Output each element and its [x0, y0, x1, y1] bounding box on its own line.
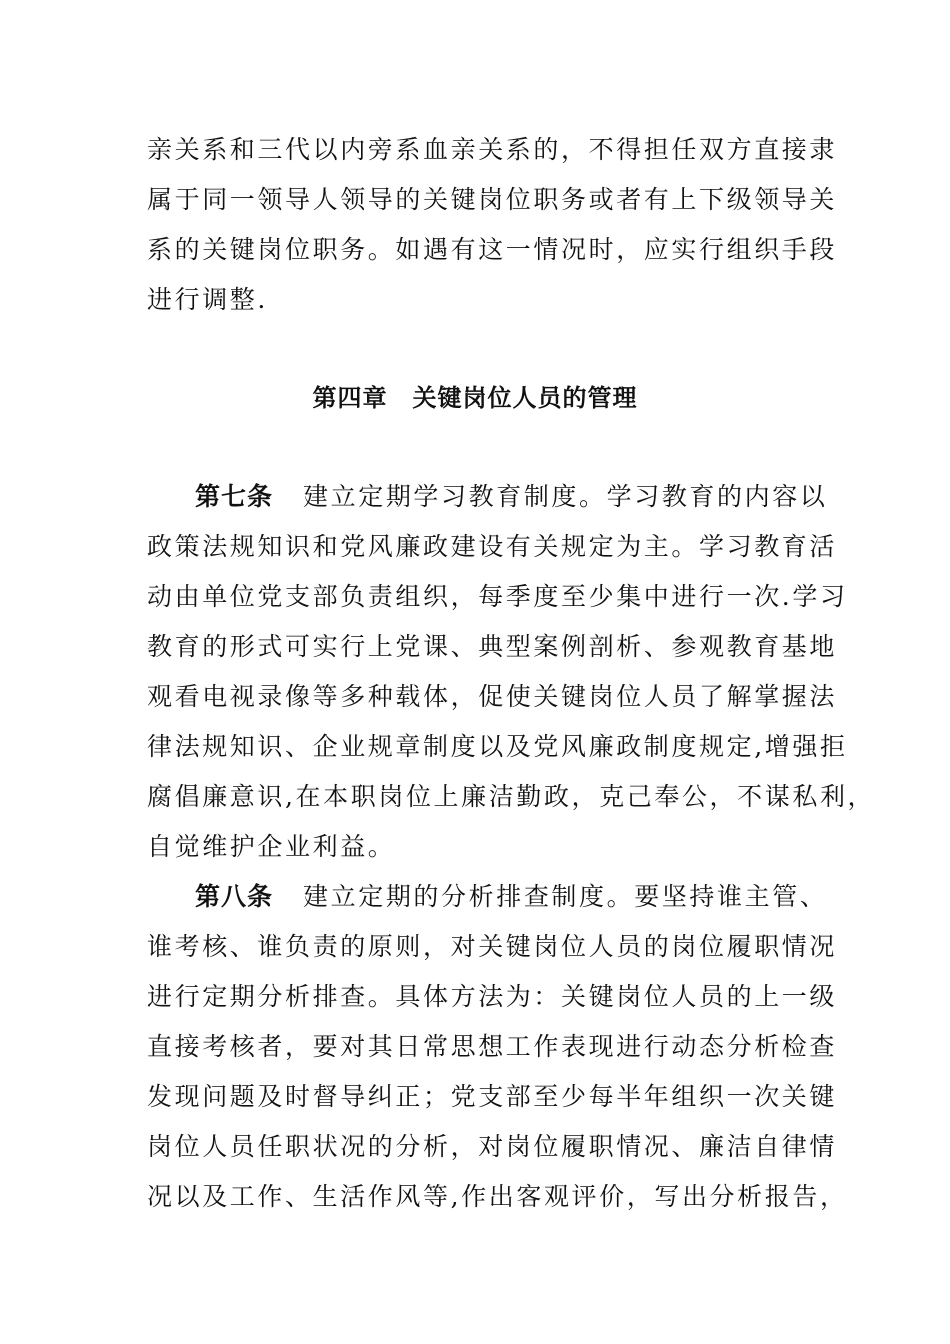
- article-8-label: 第八条: [195, 882, 274, 911]
- article-8-line: 岗位人员任职状况的分析，对岗位履职情况、廉洁自律情: [147, 1132, 838, 1161]
- article-8-line: 直接考核者，要对其日常思想工作表现进行动态分析检查: [147, 1032, 838, 1061]
- intro-line: 系的关键岗位职务。如遇有这一情况时，应实行组织手段: [147, 235, 838, 264]
- article-7-first-line: [195, 481, 837, 513]
- intro-line: 属于同一领导人领导的关键岗位职务或者有上下级领导关: [147, 185, 838, 214]
- article-8-line: 况以及工作、生活作风等,作出客观评价，写出分析报告，: [147, 1182, 848, 1211]
- article-8-text: 建立定期的分析排查制度。要坚持谁主管、: [303, 882, 828, 911]
- article-7-text: 建立定期学习教育制度。学习教育的内容以: [303, 482, 828, 511]
- article-8-line: 进行定期分析排查。具体方法为：关键岗位人员的上一级: [147, 982, 838, 1011]
- article-7-line: 腐倡廉意识,在本职岗位上廉洁勤政，克己奉公，不谋私利，: [147, 782, 876, 811]
- article-7-line: 动由单位党支部负责组织，每季度至少集中进行一次.学习: [147, 582, 848, 611]
- article-8-line: 发现问题及时督导纠正；党支部至少每半年组织一次关键: [147, 1082, 838, 1111]
- article-7-line: 观看电视录像等多种载体，促使关键岗位人员了解掌握法: [147, 682, 838, 711]
- article-8-line: 谁考核、谁负责的原则，对关键岗位人员的岗位履职情况: [147, 932, 838, 961]
- article-7-line: 教育的形式可实行上党课、典型案例剖析、参观教育基地: [147, 632, 838, 661]
- article-7-label: 第七条: [195, 482, 274, 511]
- article-7-line: 律法规知识、企业规章制度以及党风廉政制度规定,增强拒: [147, 732, 848, 761]
- intro-line: 亲关系和三代以内旁系血亲关系的，不得担任双方直接隶: [147, 135, 838, 164]
- chapter-title: 第四章 关键岗位人员的管理: [312, 384, 638, 412]
- article-8-first-line: [195, 881, 837, 913]
- article-7-line: 自觉维护企业利益。: [147, 832, 396, 861]
- article-7-line: 政策法规知识和党风廉政建设有关规定为主。学习教育活: [147, 532, 838, 561]
- intro-line: 进行调整.: [147, 285, 268, 314]
